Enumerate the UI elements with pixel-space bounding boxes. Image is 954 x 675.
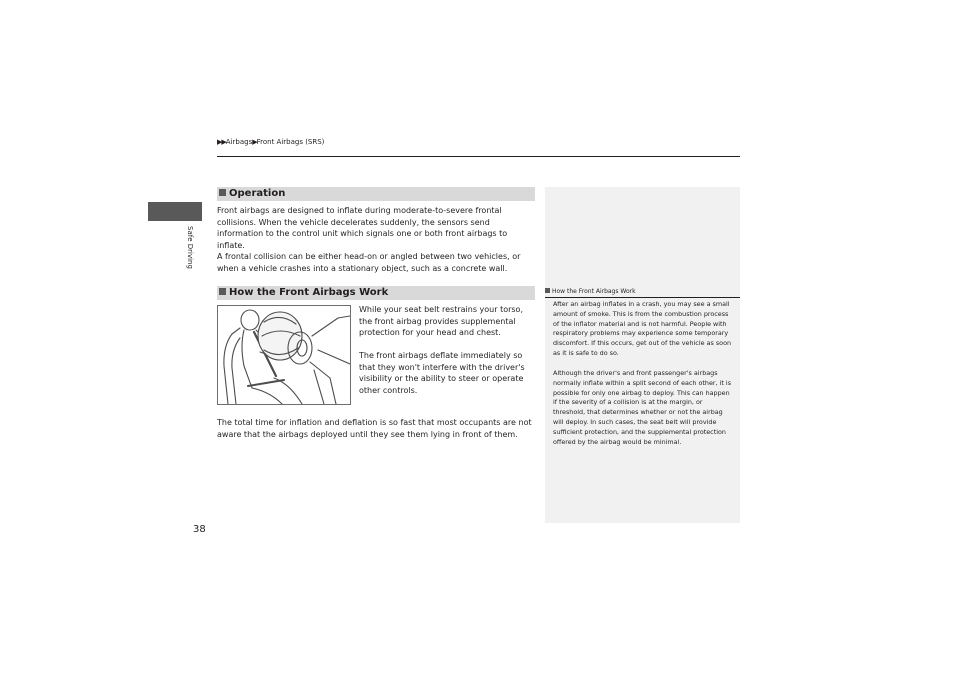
operation-paragraph-2: A frontal collision can be either head-on or angled between two vehicles, or when a vehicle crashes into a stationary object, such as a concrete wall. <box>217 252 521 273</box>
section-heading-operation <box>217 187 535 201</box>
operation-paragraph-1: Front airbags are designed to inflate during moderate-to-severe frontal collisions. When the vehicle decelerates suddenly, the sensors send information to the control unit which signals one or both front airbags to inflate. <box>217 206 508 250</box>
section-title: Operation <box>229 188 286 199</box>
side-note-heading <box>545 288 740 298</box>
section-title: How the Front Airbags Work <box>229 287 389 298</box>
side-note-paragraph-1: After an airbag inflates in a crash, you may see a small amount of smoke. This is from the combustion process of the inflator material and is not harmful. People with respiratory problems may experience some temporary discomfort. If this occurs, get out of the vehicle as soon as it is safe to do so. <box>553 300 732 357</box>
driver-airbag-drawing <box>218 306 350 404</box>
page-number: 38 <box>193 524 206 535</box>
breadcrumb-item-airbags[interactable]: Airbags <box>225 138 253 146</box>
chapter-tab[interactable] <box>148 202 202 221</box>
side-note-title: How the Front Airbags Work <box>552 288 636 295</box>
chapter-label: Safe Driving <box>186 226 194 269</box>
section-marker-icon <box>219 189 226 196</box>
breadcrumb-separator-icon: ▶ <box>252 138 257 146</box>
side-note-paragraph-2: Although the driver's and front passenger's airbags normally inflate within a split second of each other, it is possible for only one airbag to deploy. This can happen if the severity of a collision is at the margin, or threshold, that determines whether or not the airbag will deploy. In such cases, the seat belt will provide sufficient protection, and the supplemental protection offered by the airbag would be minimal. <box>553 369 732 446</box>
section-marker-icon <box>219 288 226 295</box>
how-work-paragraph-1: While your seat belt restrains your torso, the front airbag provides supplemental protection for your head and chest. <box>359 305 523 338</box>
header-rule <box>217 156 740 157</box>
note-reference-icon <box>545 288 550 293</box>
how-work-paragraph-3: The total time for inflation and deflation is so fast that most occupants are not aware that the airbags deployed until they see them lying in front of them. <box>217 418 532 439</box>
breadcrumb <box>217 138 324 146</box>
section-heading-how-airbags-work <box>217 286 535 300</box>
airbag-illustration <box>217 305 351 405</box>
how-work-paragraph-2: The front airbags deflate immediately so that they won't interfere with the driver's visibility or the ability to steer or operate other controls. <box>359 351 525 395</box>
breadcrumb-arrows-icon: ▶▶ <box>217 138 226 146</box>
breadcrumb-item-front-airbags[interactable]: Front Airbags (SRS) <box>256 138 325 146</box>
